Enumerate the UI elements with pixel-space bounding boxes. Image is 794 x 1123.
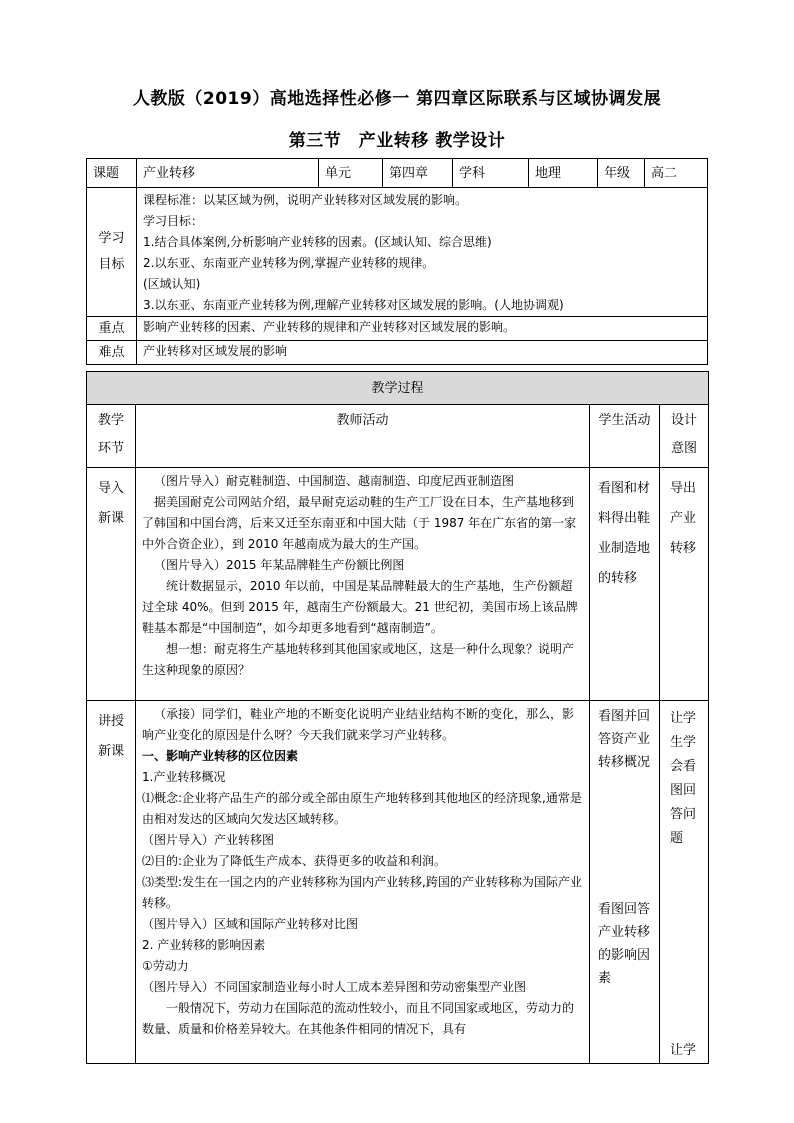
- difficulty-label: 难点: [87, 341, 137, 365]
- lecture-stage: 讲授新课: [87, 701, 136, 1064]
- text-line: 想一想：耐克将生产基地转移到其他国家或地区，这是一种什么现象？说明产生这种现象的原因？: [142, 642, 575, 677]
- header-stage: 教学环节: [87, 405, 136, 468]
- key-points-row: [87, 317, 708, 341]
- section-heading: 一、影响产业转移的区位因素: [142, 749, 299, 763]
- text-line: 1.产业转移概况: [142, 770, 226, 784]
- intro-student: 看图和材料得出鞋业制造地的转移: [590, 468, 660, 701]
- goal-line: (区域认知): [143, 277, 201, 291]
- difficulty-content: 产业转移对区域发展的影响: [137, 341, 708, 365]
- text-line: ①劳动力: [142, 959, 189, 973]
- value-topic: 产业转移: [137, 159, 319, 188]
- student-activity-1: 看图并回答资产业转移概况: [598, 709, 651, 770]
- header-design: 设计意图: [660, 405, 709, 468]
- intro-stage: 导入新课: [87, 468, 136, 701]
- key-points-label: 重点: [87, 317, 137, 341]
- label-unit: 单元: [319, 159, 383, 188]
- text-line: ⑶类型:发生在一国之内的产业转移称为国内产业转移,跨国的产业转移称为国际产业转移。: [142, 875, 582, 910]
- course-info-table: [86, 158, 708, 365]
- difficulty-row: [87, 341, 708, 365]
- process-banner: 教学过程: [87, 372, 709, 405]
- key-points-content: 影响产业转移的因素、产业转移的规律和产业转移对区域发展的影响。: [137, 317, 708, 341]
- text-line: （承接）同学们，鞋业产地的不断变化说明产业结业结构不断的变化，那么，影响产业变化的原因是什么呀？今天我们就来学习产业转移。: [142, 707, 575, 742]
- text-line: （图片导入）区域和国际产业转移对比图: [142, 917, 359, 931]
- text-line: ⑵目的:企业为了降低生产成本、获得更多的收益和利润。: [142, 854, 447, 868]
- text-line: 2. 产业转移的影响因素: [142, 938, 266, 952]
- lecture-teacher: [136, 701, 590, 1064]
- intro-teacher: [136, 468, 590, 701]
- intro-design: 导出产业转移: [660, 468, 709, 701]
- header-student: 学生活动: [590, 405, 660, 468]
- intro-row: [87, 468, 709, 701]
- text-line: 一般情况下，劳动力在国际范的流动性较小，而且不同国家或地区，劳动力的数量、质量和价格差异较大。在其他条件相同的情况下，具有: [142, 1001, 575, 1036]
- lecture-design: [660, 701, 709, 1064]
- text-line: 统计数据显示，2010 年以前，中国是某品牌鞋最大的生产基地，生产份额超过全球 40%。但到 2015 年，越南生产份额最大。21 世纪初，美国市场上该品牌鞋基本都是“中国制造”，如今却更多地看到“越南制造”。: [142, 579, 578, 635]
- label-subject: 学科: [453, 159, 529, 188]
- process-header-row: [87, 405, 709, 468]
- text-line: （图片导入）2015 年某品牌鞋生产份额比例图: [154, 558, 405, 572]
- goals-label: 学习目标: [87, 188, 137, 317]
- goals-row: [87, 188, 708, 317]
- label-topic: 课题: [87, 159, 137, 188]
- document-subtitle: 第三节 产业转移 教学设计: [288, 131, 506, 151]
- lecture-row: [87, 701, 709, 1064]
- lecture-student: [590, 701, 660, 1064]
- value-subject: 地理: [529, 159, 598, 188]
- goal-line: 3.以东亚、东南亚产业转移为例,理解产业转移对区域发展的影响。(人地协调观): [143, 298, 564, 312]
- text-line: 据美国耐克公司网站介绍，最早耐克运动鞋的生产工厂设在日本，生产基地移到了韩国和中国台湾，后来又迁至东南亚和中国大陆（于 1987 年在广东省的第一家中外合资企业），到 2010 年越南成为最大的生产国。: [142, 495, 577, 551]
- teaching-process-table: [86, 371, 709, 1064]
- goal-line: 课程标准：以某区域为例，说明产业转移对区域发展的影响。: [143, 193, 468, 207]
- info-header-row: [87, 159, 708, 188]
- goal-line: 2.以东亚、东南亚产业转移为例,掌握产业转移的规律。: [143, 256, 435, 270]
- value-grade: 高二: [645, 159, 708, 188]
- design-intent-1: 让学生学会看图回答问题: [670, 711, 697, 846]
- header-teacher: 教师活动: [136, 405, 590, 468]
- goal-line: 学习目标：: [143, 214, 204, 228]
- text-line: （图片导入）产业转移图: [142, 833, 275, 847]
- goal-line: 1.结合具体案例,分析影响产业转移的因素。(区域认知、综合思维): [143, 235, 492, 249]
- text-line: （图片导入）耐克鞋制造、中国制造、越南制造、印度尼西亚制造图: [154, 474, 515, 488]
- student-activity-2: 看图回答产业转移的影响因素: [598, 902, 651, 986]
- design-intent-2: 让学: [670, 1043, 697, 1058]
- text-line: （图片导入）不同国家制造业每小时人工成本差异图和劳动密集型产业图: [142, 980, 527, 994]
- label-grade: 年级: [598, 159, 645, 188]
- text-line: ⑴概念:企业将产品生产的部分或全部由原生产地转移到其他地区的经济现象,通常是由相对发达的区域向欠发达区域转移。: [142, 791, 582, 826]
- value-unit: 第四章: [383, 159, 453, 188]
- goals-content: [137, 188, 708, 317]
- document-title: 人教版（2019）高地选择性必修一 第四章区际联系与区域协调发展: [132, 89, 662, 109]
